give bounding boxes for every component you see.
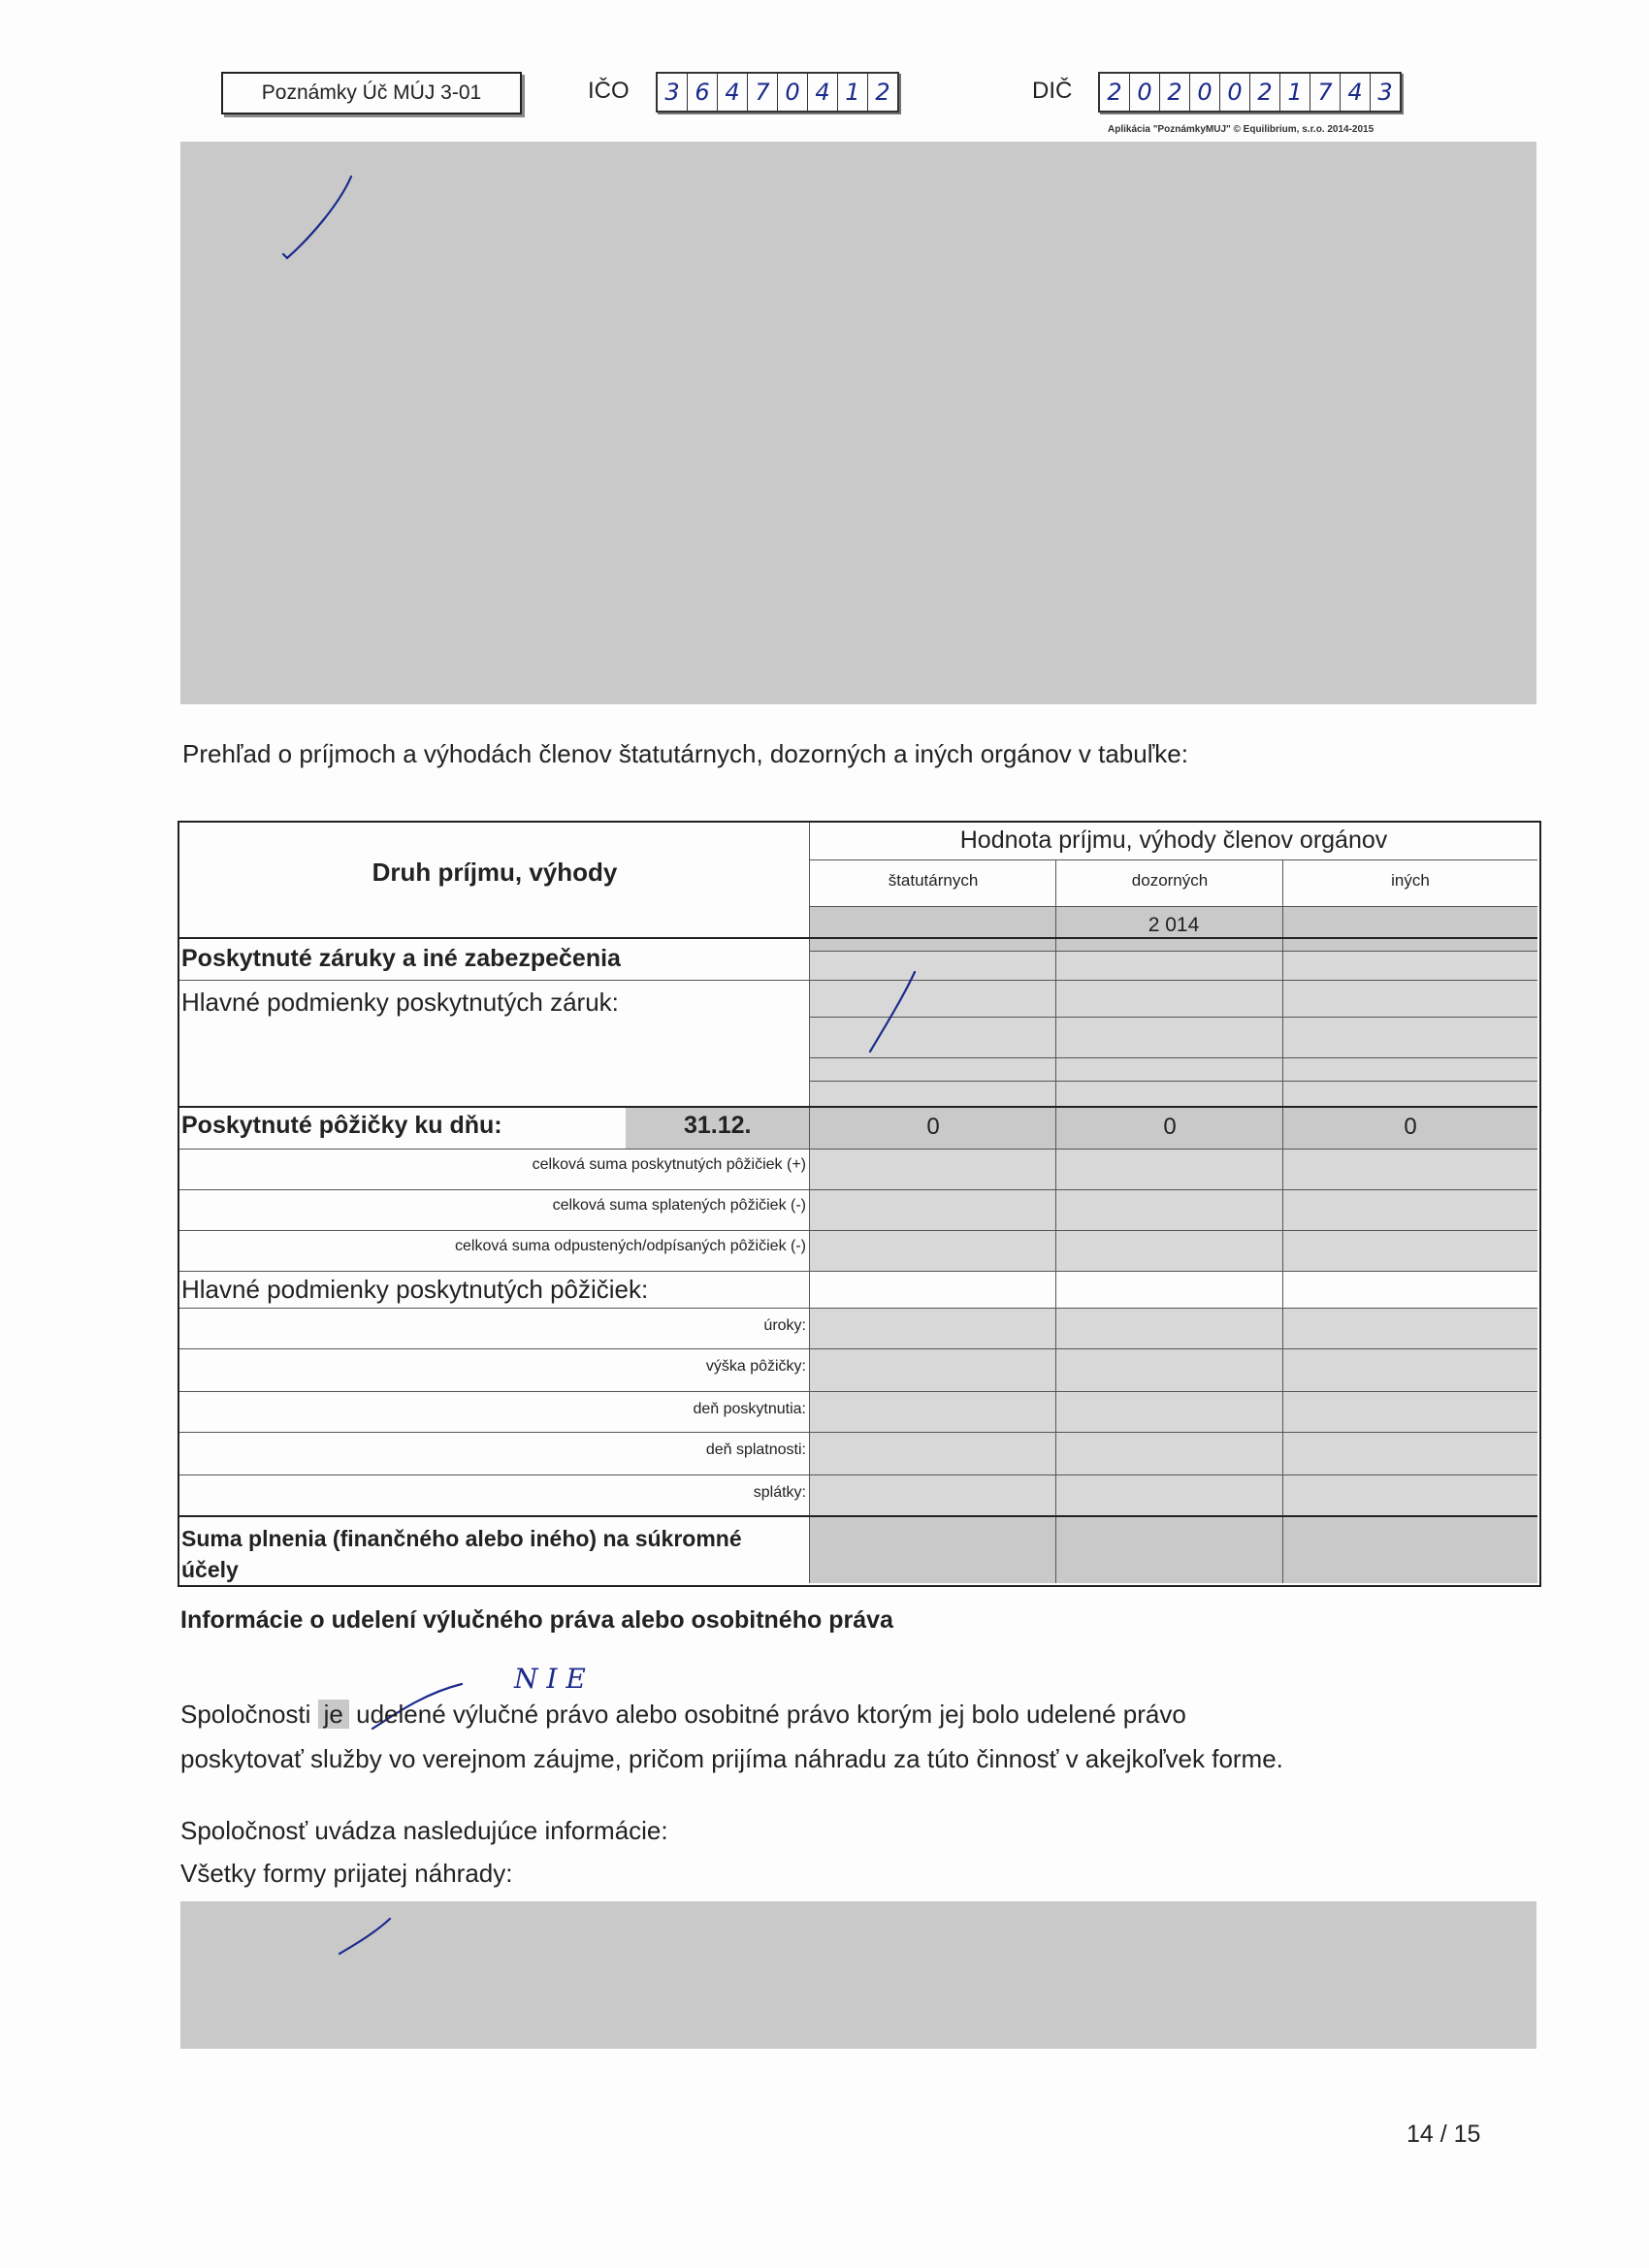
app-note: Aplikácia "PoznámkyMUJ" © Equilibrium, s.r.o. 2014-2015 [1108,124,1374,135]
loan-conditions-label: Hlavné podmienky poskytnutých pôžičiek: [181,1275,649,1304]
paragraph-1: Spoločnosti je udelené výlučné právo alebo osobitné právo ktorým jej bolo udelené právo [180,1700,1186,1729]
col-header-main: Druh príjmu, výhody [372,858,618,887]
installments-label: splátky: [753,1484,806,1501]
dic-digit: 7 [1310,74,1341,111]
ico-digit: 7 [748,74,778,111]
loan-total-forgiven: celková suma odpustených/odpísaných pôžičiek (-) [455,1238,806,1254]
handwritten-slash-mark [272,165,369,272]
loan-total-provided: celková suma poskytnutých pôžičiek (+) [532,1156,806,1173]
ico-field [656,72,899,113]
dic-digit: 2 [1100,74,1130,111]
dic-digit: 3 [1377,79,1393,106]
form-code: Poznámky Úč MÚJ 3-01 [221,72,522,114]
dic-field [1098,72,1402,113]
ico-digit: 0 [778,74,808,111]
col-supervisory: dozorných [1131,871,1209,890]
due-date-label: deň splatnosti: [705,1442,806,1458]
col-header-value: Hodnota príjmu, výhody členov orgánov [959,826,1388,854]
redacted-block-top [180,142,1536,704]
dic-digit: 0 [1130,74,1160,111]
ico-digit: 1 [838,74,868,111]
table-intro: Prehľad o príjmoch a výhodách členov štatutárnych, dozorných a iných orgánov v tabuľke: [182,739,1188,768]
handwritten-slash-mark [858,964,936,1061]
dic-digit: 0 [1190,74,1220,111]
paragraph-3: Spoločnosť uvádza nasledujúce informácie: [180,1816,668,1845]
dic-digit: 1 [1280,74,1310,111]
private-use-shade [810,1515,1537,1583]
handwritten-note: N I E [514,1663,586,1695]
interest-label: úroky: [763,1317,806,1334]
ico-digit: 6 [688,74,718,111]
dic-digit: 2 [1250,74,1280,111]
guarantee-conditions-label: Hlavné podmienky poskytnutých záruk: [181,988,619,1017]
loans-value-statutory: 0 [926,1114,940,1140]
col-statutory: štatutárnych [888,871,979,890]
private-use-label: Suma plnenia (finančného alebo iného) na súkromné účely [181,1526,742,1582]
struck-word: je [318,1700,349,1729]
ico-digit: 4 [718,74,748,111]
year-value: 2 014 [1148,914,1200,936]
col-other: iných [1391,871,1430,890]
loan-conditions-shade [810,1308,1537,1515]
date-provided-label: deň poskytnutia: [693,1401,806,1417]
dic-digit: 2 [1160,74,1190,111]
loan-total-repaid: celková suma splatených pôžičiek (-) [552,1197,806,1214]
exclusive-rights-heading: Informácie o udelení výlučného práva alebo osobitného práva [180,1606,893,1634]
loans-value-supervisory: 0 [1163,1114,1177,1140]
paragraph-2: poskytovať služby vo verejnom záujme, pričom prijíma náhradu za túto činnosť v akejkoľvek forme. [180,1744,1283,1773]
dic-label: DIČ [1032,78,1073,104]
handwritten-slash-mark [332,1913,400,1961]
loan-amount-label: výška pôžičky: [705,1358,806,1375]
loan-totals-shade [810,1149,1537,1271]
dic-digit: 4 [1341,74,1371,111]
members-income-table [178,821,1541,1587]
dic-digit: 0 [1220,74,1250,111]
paragraph-4: Všetky formy prijatej náhrady: [180,1859,513,1888]
ico-digit: 2 [875,79,890,106]
ico-digit: 3 [658,74,688,111]
loans-label: Poskytnuté pôžičky ku dňu: [181,1112,502,1139]
guarantees-label: Poskytnuté záruky a iné zabezpečenia [181,945,621,972]
ico-label: IČO [588,78,630,104]
page-number: 14 / 15 [1406,2121,1481,2148]
loans-value-other: 0 [1404,1114,1417,1140]
ico-digit: 4 [808,74,838,111]
loans-date: 31.12. [684,1112,752,1139]
